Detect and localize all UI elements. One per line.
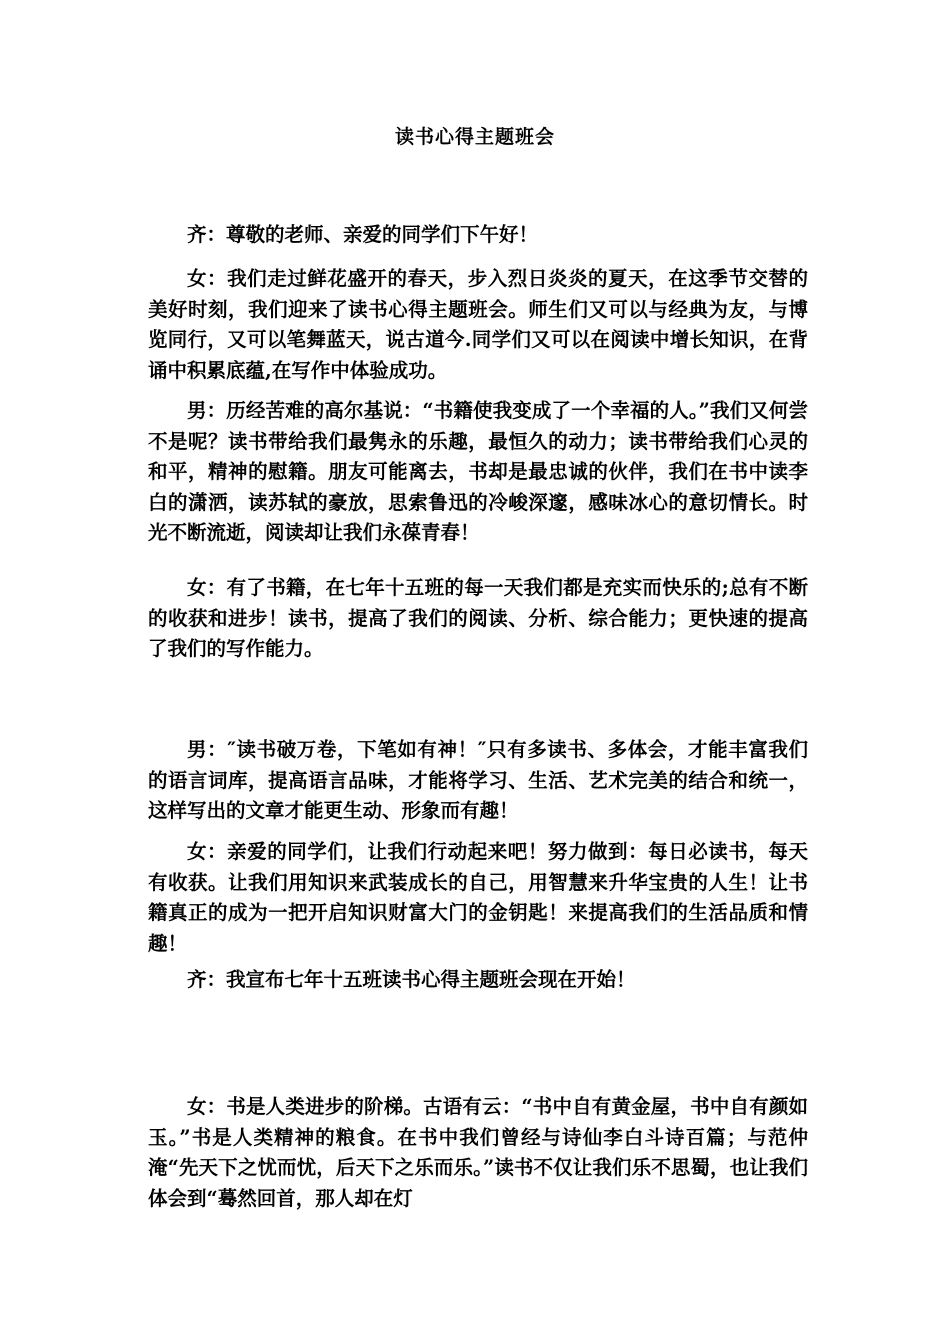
paragraph-opening-greeting: 齐：尊敬的老师、亲爱的同学们下午好！ xyxy=(187,223,539,246)
paragraph-male-gorky: 男：历经苦难的高尔基说：“书籍使我变成了一个幸福的人。”我们又何尝不是呢？读书带给我们最隽永的乐趣，最恒久的动力；读书带给我们心灵的和平，精神的慰籍。朋友可能离去，书却是最忠诚的伙伴，我们在书中读李白的潇洒，读苏轼的豪放，思索鲁迅的冷峻深邃，感味冰心的意切情长。时光不断流逝，阅读却让我们永葆青春！ xyxy=(148,399,808,544)
paragraph-female-action: 女：亲爱的同学们，让我们行动起来吧！努力做到：每日必读书，每天有收获。让我们用知识来武装成长的自己，用智慧来升华宝贵的人生！让书籍真正的成为一把开启知识财富大门的金钥匙！来提高我们的生活品质和情趣！ xyxy=(148,840,808,955)
paragraph-male-reading: 男：″读书破万卷，下笔如有神！″只有多读书、多体会，才能丰富我们的语言词库，提高语言品味，才能将学习、生活、艺术完美的结合和统一，这样写出的文章才能更生动、形象而有趣！ xyxy=(148,738,808,822)
paragraph-announce-start: 齐：我宣布七年十五班读书心得主题班会现在开始！ xyxy=(187,968,636,991)
document-title: 读书心得主题班会 xyxy=(394,126,555,148)
paragraph-female-intro: 女：我们走过鲜花盛开的春天，步入烈日炎炎的夏天，在这季节交替的美好时刻，我们迎来了读书心得主题班会。师生们又可以与经典为友，与博览同行，又可以笔舞蓝天，说古道今.同学们又可以在阅读中增长知识，在背诵中积累底蕴,在写作中体验成功。 xyxy=(148,267,808,382)
paragraph-female-ladder: 女：书是人类进步的阶梯。古语有云：“书中自有黄金屋，书中自有颜如玉。”书是人类精神的粮食。在书中我们曾经与诗仙李白斗诗百篇；与范仲淹“先天下之忧而忧，后天下之乐而乐。”读书不仅让我们乐不思蜀，也让我们体会到“蓦然回首，那人却在灯 xyxy=(148,1095,808,1210)
paragraph-female-books: 女：有了书籍，在七年十五班的每一天我们都是充实而快乐的;总有不断的收获和进步！读书，提高了我们的阅读、分析、综合能力；更快速的提高了我们的写作能力。 xyxy=(148,576,808,660)
